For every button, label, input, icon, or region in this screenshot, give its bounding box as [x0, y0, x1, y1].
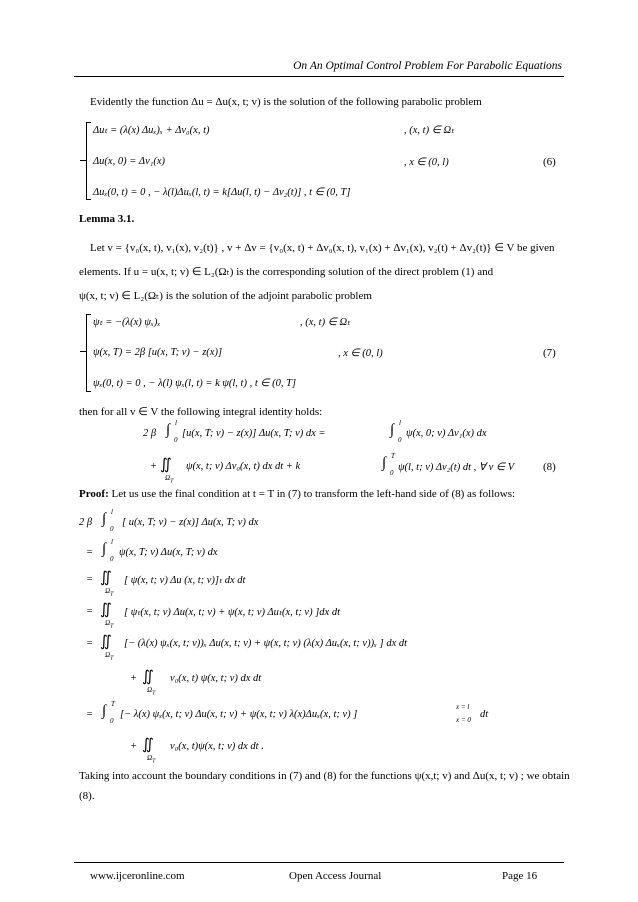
eq6-line3: Δuₓ(0, t) = 0 , − λ(l)Δuₓ(l, t) = k[Δu(l, t) − Δv₂(t)] , t ∈ (0, T]	[93, 187, 351, 198]
eq7-line1: ψₜ = −(λ(x) ψₓ)ₓ	[93, 317, 161, 328]
integral-sign: ∫	[166, 422, 171, 438]
eq6-line2: Δu(x, 0) = Δv₁(x)	[93, 156, 166, 167]
integral-sign: ∫	[382, 455, 387, 471]
closing-line1: Taking into account the boundary conditions in (7) and (8) for the functions ψ(x,t; v) and Δu(x, t; v) ; we obtain	[79, 770, 570, 782]
equation-number-6: (6)	[543, 156, 556, 168]
deriv-l6: v₀(x, t) ψ(x, t; v) dx dt	[170, 673, 262, 684]
deriv-l5: [− (λ(x) ψₓ(x, t; v))ₓ Δu(x, t; v) + ψ(x, t; v) (λ(x) Δuₓ(x, t; v))ₓ ] dx dt	[124, 638, 408, 649]
eq6-line1: Δuₜ = (λ(x) Δuₓ)ₓ + Δv₀(x, t)	[93, 125, 210, 136]
eq7-line2: ψ(x, T) = 2β [u(x, T; v) − z(x)]	[93, 347, 223, 358]
equation-number-8: (8)	[543, 461, 556, 473]
footer-page-number: Page 16	[502, 870, 538, 882]
proof-text: Let us use the final condition at t = T in (7) to transform the left-hand side of (8) as follows:	[111, 488, 516, 500]
lemma-title: Lemma 3.1.	[79, 213, 135, 225]
brace-6	[86, 122, 87, 200]
deriv-l8: v₀(x, t)ψ(x, t; v) dx dt .	[170, 741, 264, 752]
eq7-cond1: , (x, t) ∈ Ωₜ	[300, 317, 351, 328]
lemma-line2: elements. If u = u(x, t; v) ∈ L₂(Ωₜ) is the corresponding solution of the direct problem (1) and	[79, 266, 494, 278]
double-integral-sign: ∬	[160, 457, 172, 473]
deriv-l1: [ u(x, T; v) − z(x)] Δu(x, T; v) dx	[122, 517, 259, 528]
closing-line2: (8).	[79, 790, 95, 802]
identity-line1-rhs: ψ(x, 0; v) Δv₁(x) dx	[406, 428, 487, 439]
brace-7	[86, 314, 87, 392]
intro-text: Evidently the function Δu = Δu(x, t; v) is the solution of the following parabolic problem	[90, 96, 482, 108]
deriv-l1-coef: 2 β	[79, 517, 93, 528]
deriv-l3: [ ψ(x, t; v) Δu (x, t; v)]ₜ dx dt	[124, 575, 246, 586]
deriv-l7: [− λ(x) ψₓ(x, t; v) Δu(x, t; v) + ψ(x, t; v) λ(x)Δuₓ(x, t; v) ]	[120, 709, 358, 720]
eq6-cond2: , x ∈ (0, l)	[404, 157, 449, 168]
identity-line2-term1: ψ(x, t; v) Δv₀(x, t) dx dt + k	[186, 461, 301, 472]
lemma-line1: Let v = {v₀(x, t), v₁(x), v₂(t)} , v + Δv = {v₀(x, t) + Δv₀(x, t), v₁(x) + Δv₁(x), v₂(t) + Δv₂(t)} ∈ V be given	[90, 242, 555, 254]
equation-number-7: (7)	[543, 347, 556, 359]
header-rule	[74, 76, 564, 77]
footer-rule	[74, 862, 564, 863]
footer-website: www.ijceronline.com	[90, 870, 185, 882]
identity-line1-coef: 2 β	[143, 428, 157, 439]
proof-label: Proof:	[79, 488, 109, 500]
integral-sign: ∫	[390, 422, 395, 438]
eq7-line3: ψₓ(0, t) = 0 , − λ(l) ψₓ(l, t) = k ψ(l, t) , t ∈ (0, T]	[93, 378, 297, 389]
eq7-cond2: , x ∈ (0, l)	[338, 348, 383, 359]
identity-line2-term2: ψ(l, t; v) Δv₂(t) dt , ∀ v ∈ V	[398, 462, 515, 473]
deriv-l2: ψ(x, T; v) Δu(x, T; v) dx	[119, 547, 218, 558]
identity-intro: then for all v ∈ V the following integral identity holds:	[79, 406, 323, 418]
footer-journal: Open Access Journal	[289, 870, 382, 882]
running-header: On An Optimal Control Problem For Parabolic Equations	[293, 60, 562, 72]
deriv-l4: [ ψₜ(x, t; v) Δu(x, t; v) + ψ(x, t; v) Δuₜ(x, t; v) ]dx dt	[124, 607, 340, 618]
eq6-cond1: , (x, t) ∈ Ωₜ	[404, 125, 455, 136]
identity-line1-lhs: [u(x, T; v) − z(x)] Δu(x, T; v) dx =	[182, 428, 326, 439]
lemma-line3: ψ(x, t; v) ∈ L₂(Ωₜ) is the solution of the adjoint parabolic problem	[79, 290, 372, 302]
